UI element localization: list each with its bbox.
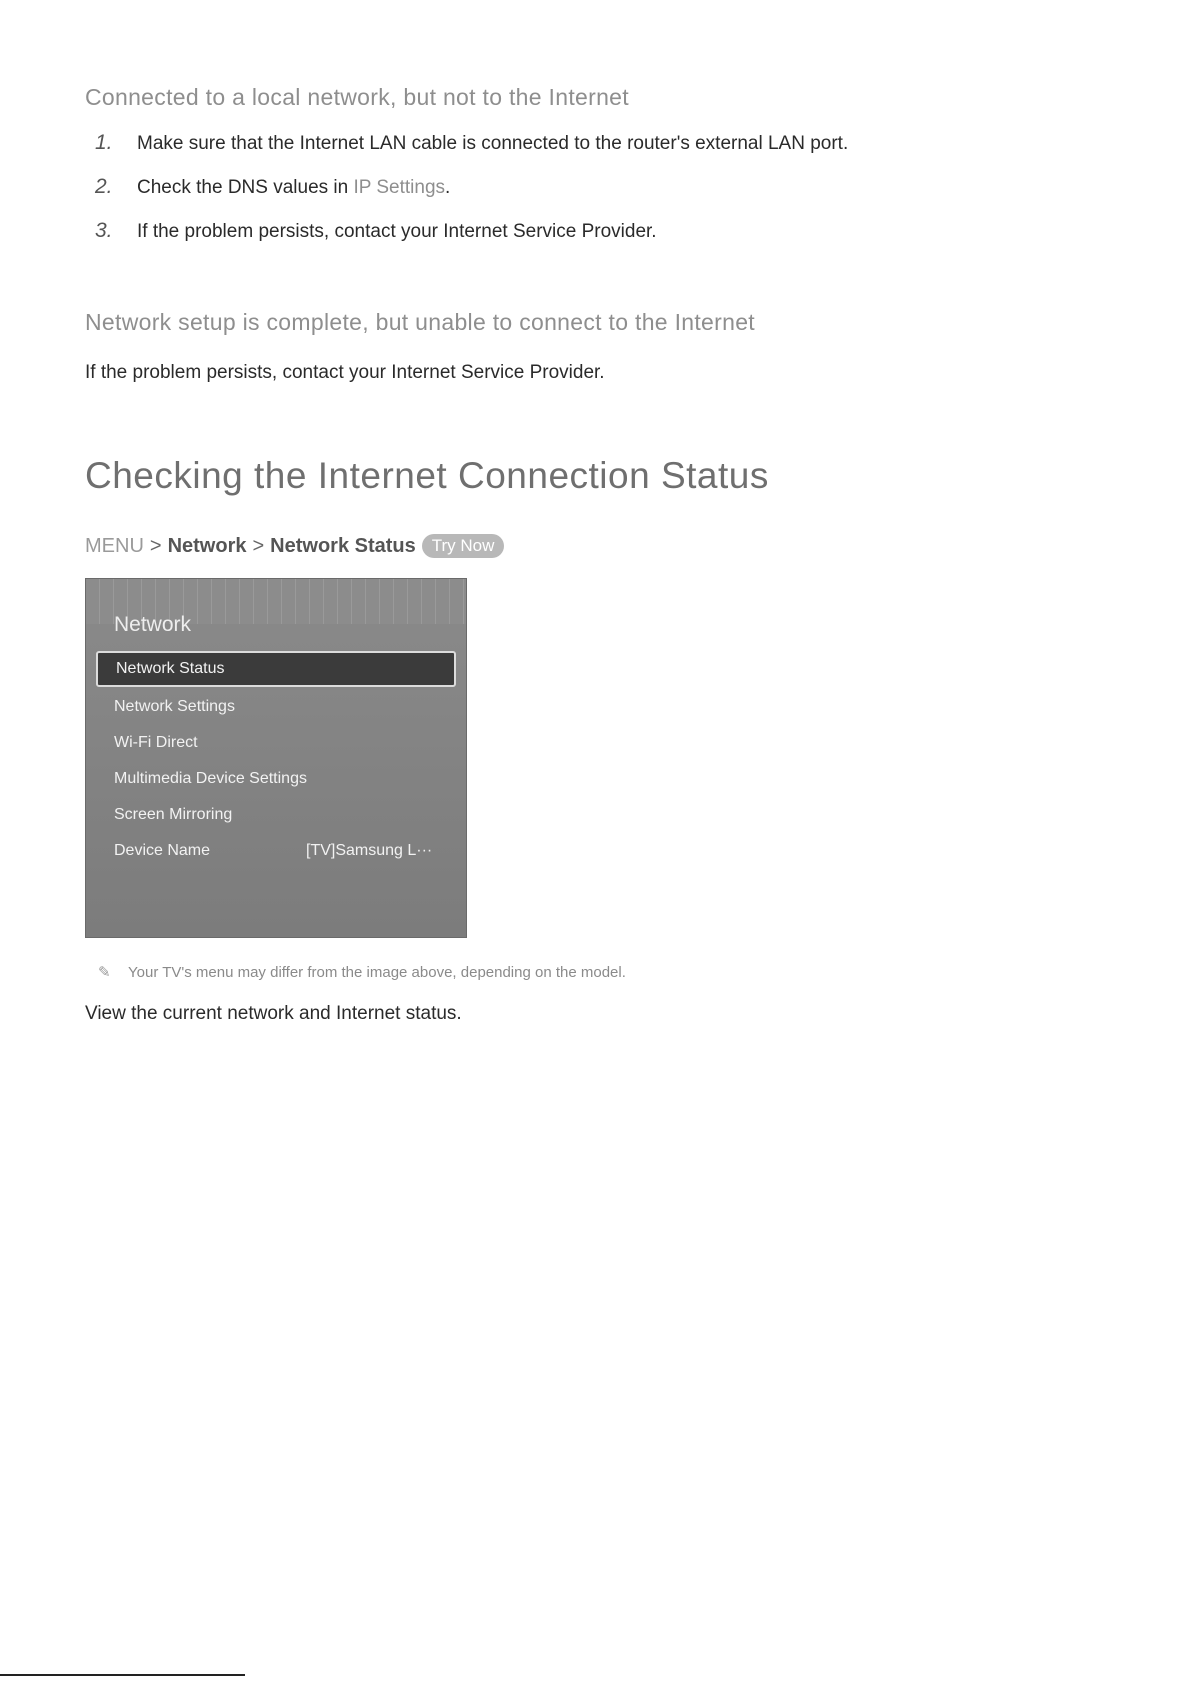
step-text: Check the DNS values in <box>137 177 354 198</box>
tv-menu-item-label: Device Name <box>114 842 211 859</box>
tv-menu-item-network-status[interactable] <box>96 651 456 687</box>
step-number: 3. <box>95 219 113 242</box>
step-2 <box>95 175 450 199</box>
tv-menu-title: Network <box>114 613 192 636</box>
breadcrumb-separator: > <box>149 535 162 557</box>
tv-menu-item-value: [TV]Samsung L··· <box>306 842 433 859</box>
try-now-button[interactable]: Try Now <box>422 534 505 558</box>
section-heading-setup-complete: Network setup is complete, but unable to connect to the Internet <box>85 309 755 335</box>
ip-settings-link[interactable]: IP Settings <box>353 177 446 198</box>
tv-menu-item-network-settings[interactable] <box>96 689 456 725</box>
description-text: View the current network and Internet status. <box>85 1003 462 1024</box>
breadcrumb-network-status: Network Status <box>270 535 416 557</box>
section2-text: If the problem persists, contact your Internet Service Provider. <box>85 362 605 383</box>
tv-menu-item-label: Network Status <box>116 660 225 677</box>
note <box>98 963 626 981</box>
tv-menu-item-label: Screen Mirroring <box>114 806 233 823</box>
breadcrumb <box>85 534 504 558</box>
tv-menu-screenshot <box>85 578 467 938</box>
step-text: Make sure that the Internet LAN cable is connected to the router's external LAN port. <box>137 133 849 154</box>
footer-divider <box>0 1674 245 1676</box>
breadcrumb-menu: MENU <box>85 535 144 557</box>
section-heading-local-network: Connected to a local network, but not to the Internet <box>85 84 629 110</box>
breadcrumb-separator: > <box>252 535 265 557</box>
step-number: 1. <box>95 131 113 154</box>
step-3 <box>95 219 657 243</box>
tv-menu-item-label: Wi-Fi Direct <box>114 734 198 751</box>
tv-menu-item-multimedia-device-settings[interactable] <box>96 761 456 797</box>
step-text-end: . <box>445 177 451 198</box>
tv-menu-item-label: Multimedia Device Settings <box>114 770 307 787</box>
step-1 <box>95 131 848 155</box>
tv-menu-list <box>96 651 456 869</box>
step-number: 2. <box>95 175 113 198</box>
breadcrumb-network: Network <box>167 535 247 557</box>
pencil-icon: ✎ <box>98 964 111 981</box>
tv-menu-item-label: Network Settings <box>114 698 235 715</box>
tv-menu-item-wifi-direct[interactable] <box>96 725 456 761</box>
note-text: Your TV's menu may differ from the image above, depending on the model. <box>128 964 626 981</box>
tv-menu-item-device-name[interactable] <box>96 833 456 869</box>
page-title: Checking the Internet Connection Status <box>85 455 769 496</box>
step-text: If the problem persists, contact your Internet Service Provider. <box>137 221 657 242</box>
tv-menu-item-screen-mirroring[interactable] <box>96 797 456 833</box>
